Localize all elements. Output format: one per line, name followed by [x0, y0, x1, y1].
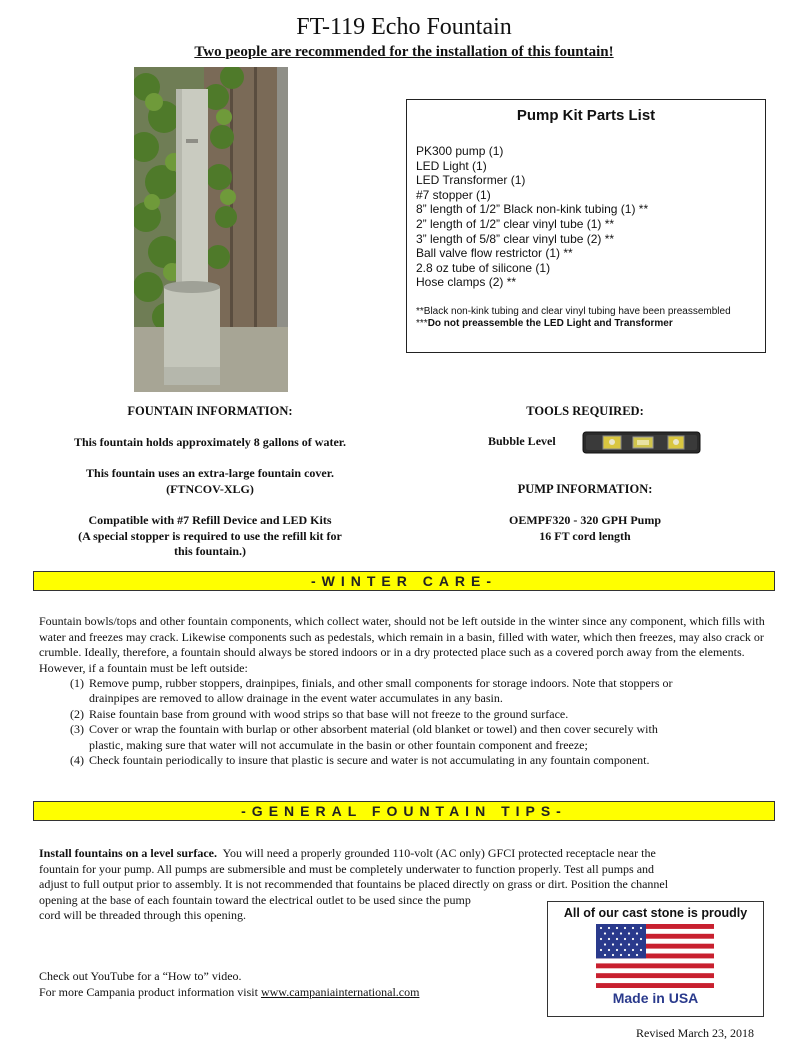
fountain-photo-illustration: [134, 67, 288, 392]
fountain-cover-line: This fountain uses an extra-large fountain cover.: [86, 466, 334, 480]
pump-info: [435, 513, 735, 544]
more-info-line: [39, 985, 419, 1001]
american-flag-icon: [596, 924, 714, 993]
led-note: [416, 318, 765, 331]
tools-item: Bubble Level: [488, 434, 556, 448]
parts-list-item: LED Transformer (1): [416, 173, 526, 188]
tips-line: cord will be threaded through this opening.: [39, 908, 246, 923]
tips-line-text: You will need a properly grounded 110-volt (AC only) GFCI protected receptacle near the: [222, 846, 656, 860]
winter-item-number: (1): [70, 676, 84, 690]
winter-care-list: [70, 676, 775, 768]
more-info-prefix: For more Campania product information visit: [39, 985, 261, 999]
led-note-text: Do not preassemble the LED Light and Transformer: [427, 318, 673, 330]
winter-item-continuation: plastic, making sure that water will not accumulate in the basin or other fountain component and freeze;: [89, 737, 588, 752]
fountain-compat-line: this fountain.): [173, 544, 247, 558]
parts-list-item: Hose clamps (2) **: [416, 275, 517, 290]
winter-item-text: Check fountain periodically to insure that plastic is secure and water is not accumulating in any fountain component.: [89, 753, 650, 768]
winter-item-text: Cover or wrap the fountain with burlap or other absorbent material (old blanket or towel) and then cover securely with: [89, 722, 658, 737]
winter-care-item: [70, 676, 775, 707]
usa-caption: All of our cast stone is proudly: [563, 906, 748, 920]
fountain-compat-line: Compatible with #7 Refill Device and LED Kits: [88, 513, 332, 527]
led-note-prefix: ***: [416, 318, 428, 330]
fountain-compat-info: [30, 513, 390, 560]
winter-item-text: Remove pump, rubber stoppers, drainpipes, finials, and other small components for storage indoors. Note that stoppers or: [89, 676, 673, 690]
parts-list-item: PK300 pump (1): [416, 144, 504, 158]
made-in-usa-box: [547, 901, 764, 1017]
winter-care-item: [70, 722, 775, 753]
preassembled-note: **Black non-kink tubing and clear vinyl tubing have been preassembled: [416, 305, 731, 317]
parts-list-item: 2” length of 1/2” clear vinyl tube (1) **: [416, 216, 615, 231]
youtube-note: Check out YouTube for a “How to” video.: [39, 969, 242, 983]
winter-care-intro: Fountain bowls/tops and other fountain components, which collect water, should not be left outside in the winter since any component, which fills with water and freezes may crack. Likewise components such as pedestals, which remain in a basin, filled with water, which then freezes, may also crack or crumble. Ideally, therefore, a fountain should always be stored indoors or in a dry protected place such as a covered porch away from the elements. However, if a fountain must be left outside:: [39, 614, 765, 675]
fountain-cover-code: (FTNCOV-XLG): [166, 481, 254, 496]
parts-list-item: 2.8 oz tube of silicone (1): [416, 260, 551, 275]
bubble-level-icon: [582, 430, 702, 461]
fountain-capacity: This fountain holds approximately 8 gallons of water.: [73, 435, 347, 449]
tips-line: [39, 846, 779, 862]
revised-date: Revised March 23, 2018: [636, 1026, 754, 1040]
tools-heading: TOOLS REQUIRED:: [526, 404, 644, 418]
parts-list: [416, 144, 765, 290]
winter-care-banner: -WINTER CARE-: [33, 571, 775, 591]
tips-line: adjust to full output prior to assembly. It is not recommended that fountains be placed directly on grass or dirt. Position the channel: [39, 877, 669, 892]
winter-item-number: (3): [70, 722, 84, 737]
tips-line: fountain for your pump. All pumps are submersible and must be completely underwater to function properly. Test all pumps and: [39, 861, 655, 876]
tips-line: opening at the base of each fountain toward the electrical outlet to be used since the pump: [39, 892, 471, 907]
parts-list-heading: Pump Kit Parts List: [516, 107, 656, 124]
pump-cord-length: 16 FT cord length: [539, 528, 631, 543]
fountain-cover-info: [30, 466, 390, 497]
parts-list-item: #7 stopper (1): [416, 187, 491, 202]
campania-website-link[interactable]: www.campaniainternational.com: [260, 985, 420, 999]
winter-care-item: [70, 707, 775, 722]
tips-lead: Install fountains on a level surface.: [39, 846, 218, 860]
parts-list-item: Ball valve flow restrictor (1) **: [416, 246, 573, 261]
winter-item-number: (4): [70, 753, 84, 768]
winter-care-item: [70, 753, 775, 768]
parts-list-item: 8” length of 1/2” Black non-kink tubing (1) **: [416, 202, 649, 217]
winter-item-continuation: drainpipes are removed to allow drainage in the event water accumulates in any basin.: [89, 691, 503, 706]
made-in-usa-label: Made in USA: [612, 990, 699, 1006]
parts-list-item: LED Light (1): [416, 158, 487, 173]
pump-model: OEMPF320 - 320 GPH Pump: [509, 513, 661, 527]
winter-item-number: (2): [70, 706, 84, 721]
parts-list-notes: [416, 306, 765, 331]
parts-list-box: [406, 99, 766, 353]
parts-list-item: 3” length of 5/8” clear vinyl tube (2) **: [416, 231, 615, 246]
winter-item-text: Raise fountain base from ground with wood strips so that base will not freeze to the ground surface.: [89, 706, 569, 721]
pump-info-heading: PUMP INFORMATION:: [517, 482, 653, 496]
fountain-info-heading: FOUNTAIN INFORMATION:: [127, 404, 293, 418]
fountain-compat-line: (A special stopper is required to use the refill kit for: [78, 528, 342, 543]
page-title: FT-119 Echo Fountain: [296, 14, 512, 40]
page-subtitle: Two people are recommended for the installation of this fountain!: [194, 44, 614, 60]
general-tips-banner: -GENERAL FOUNTAIN TIPS-: [33, 801, 775, 821]
fountain-photo: [134, 67, 288, 392]
